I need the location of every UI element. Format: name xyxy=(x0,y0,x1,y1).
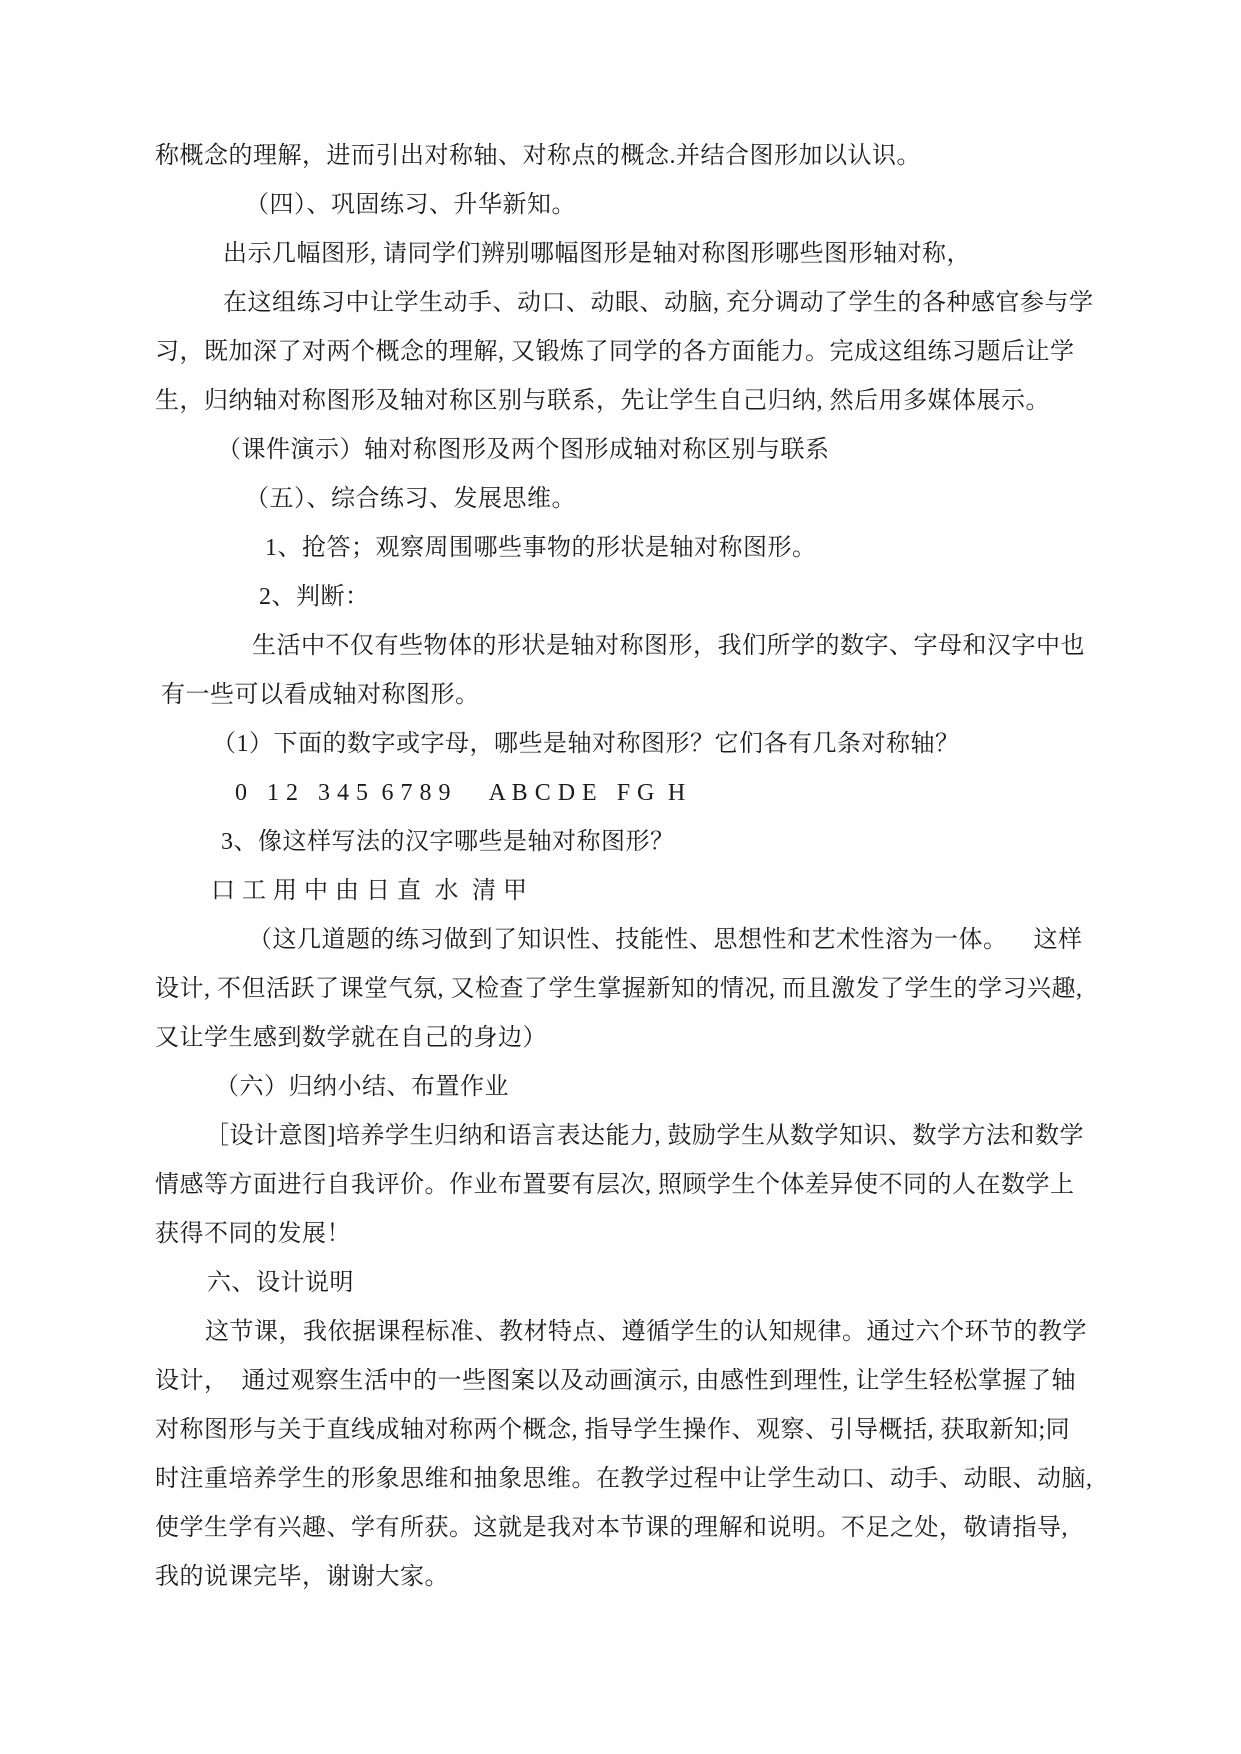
text-line: 出示几幅图形, 请同学们辨别哪幅图形是轴对称图形哪些图形轴对称， xyxy=(223,241,971,267)
text-line: （这几道题的练习做到了知识性、技能性、思想性和艺术性溶为一体。 这样 xyxy=(248,927,1083,953)
text-line: 在这组练习中让学生动手、动口、动眼、动脑, 充分调动了学生的各种感官参与学 xyxy=(223,290,1094,316)
text-line: （四）、巩固练习、升华新知。 xyxy=(245,192,576,218)
text-line: 有一些可以看成轴对称图形。 xyxy=(161,682,480,708)
text-line: 设计， 通过观察生活中的一些图案以及动画演示, 由感性到理性, 让学生轻松掌握了轴 xyxy=(155,1368,1076,1394)
text-line: 对称图形与关于直线成轴对称两个概念, 指导学生操作、观察、引导概括, 获取新知;同 xyxy=(155,1417,1071,1443)
text-line: 称概念的理解，进而引出对称轴、对称点的概念.并结合图形加以认识。 xyxy=(155,143,921,169)
text-line: 情感等方面进行自我评价。作业布置要有层次, 照顾学生个体差异使不同的人在数学上 xyxy=(155,1172,1075,1198)
text-line: 又让学生感到数学就在自己的身边） xyxy=(155,1025,547,1051)
text-line: 0 1 2 3 4 5 6 7 8 9 A B C D E F G H xyxy=(235,780,686,806)
text-line: （1）下面的数字或字母，哪些是轴对称图形？它们各有几条对称轴？ xyxy=(212,731,960,757)
text-line: （六）归纳小结、布置作业 xyxy=(215,1074,509,1100)
text-line: 生，归纳轴对称图形及轴对称区别与联系，先让学生自己归纳, 然后用多媒体展示。 xyxy=(155,388,1050,414)
text-line: 六、设计说明 xyxy=(207,1270,354,1296)
text-line: 2、判断： xyxy=(259,584,370,610)
text-line: （课件演示）轴对称图形及两个图形成轴对称区别与联系 xyxy=(217,437,830,463)
text-line: 3、像这样写法的汉字哪些是轴对称图形？ xyxy=(221,829,675,855)
text-line: 口 工 用 中 由 日 直 水 清 甲 xyxy=(211,878,528,904)
text-line: 时注重培养学生的形象思维和抽象思维。在教学过程中让学生动口、动手、动眼、动脑, xyxy=(155,1466,1093,1492)
text-line: ［设计意图]培养学生归纳和语言表达能力, 鼓励学生从数学知识、数学方法和数学 xyxy=(205,1123,1084,1149)
text-line: 1、抢答；观察周围哪些事物的形状是轴对称图形。 xyxy=(265,535,817,561)
text-line: 我的说课完毕，谢谢大家。 xyxy=(155,1564,449,1590)
text-line: 生活中不仅有些物体的形状是轴对称图形，我们所学的数字、字母和汉字中也 xyxy=(252,633,1085,659)
text-line: （五）、综合练习、发展思维。 xyxy=(245,486,576,512)
document-body xyxy=(155,132,1094,1602)
text-line: 习，既加深了对两个概念的理解, 又锻炼了同学的各方面能力。完成这组练习题后让学 xyxy=(155,339,1075,365)
text-line: 使学生学有兴趣、学有所获。这就是我对本节课的理解和说明。不足之处，敬请指导, xyxy=(155,1515,1068,1541)
text-line: 设计, 不但活跃了课堂气氛, 又检查了学生掌握新知的情况, 而且激发了学生的学习兴趣, xyxy=(155,976,1083,1002)
text-line: 获得不同的发展！ xyxy=(155,1221,351,1247)
text-line: 这节课，我依据课程标准、教材特点、遵循学生的认知规律。通过六个环节的教学 xyxy=(205,1319,1087,1345)
